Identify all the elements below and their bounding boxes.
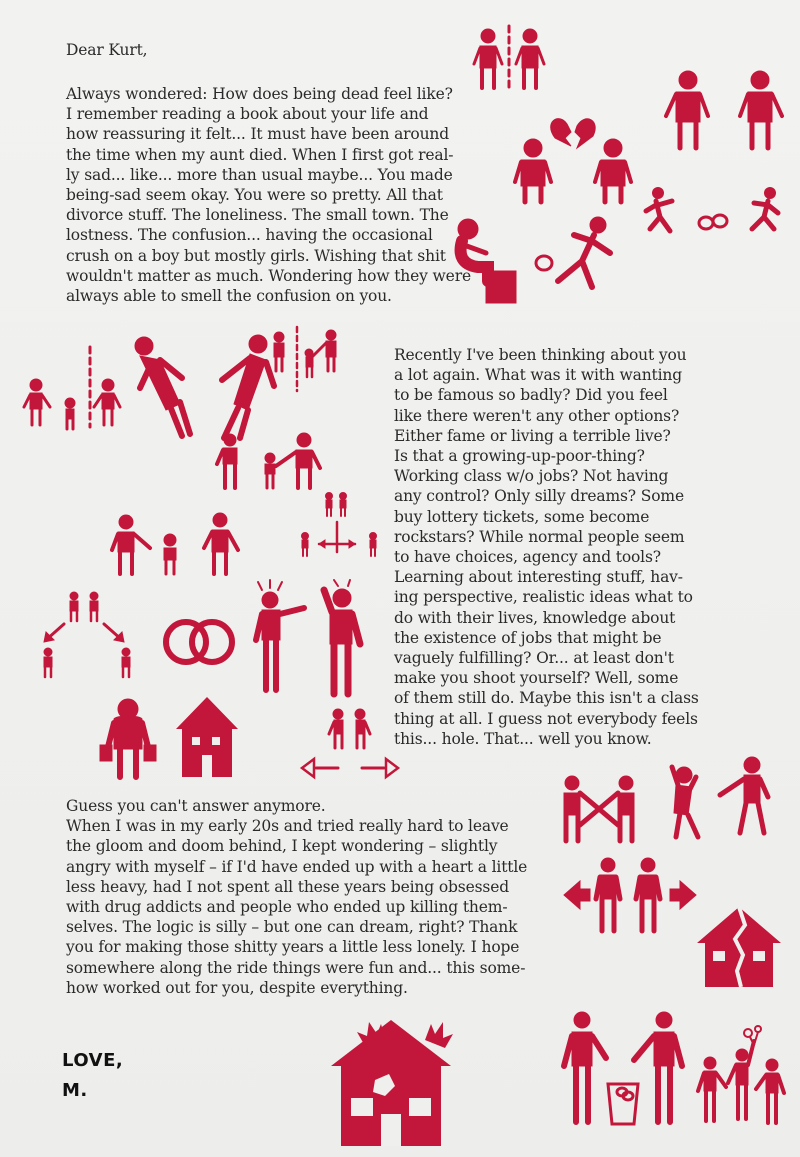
figures-arrows-icon [295, 492, 385, 562]
children-divided-arrows-icon [30, 590, 140, 680]
separated-family-pair-icon [470, 24, 550, 94]
sad-figure-with-bags-icon [98, 695, 158, 780]
small-house-icon [172, 695, 242, 780]
standing-couple-icon [660, 70, 790, 150]
running-figures-rings-icon [640, 185, 790, 245]
family-walking-icon [265, 325, 355, 395]
child-pulled-between-parents-icon [210, 432, 330, 492]
paragraph-2: Recently I've been thinking about you a lot again. What was it with wanting to be famous so badly? Did you feel like there weren't any other options? Either fame or living a terrible live? Is that a growing-up-poor-thing? Working class w/o jobs? Not having any control? Only silly dreams? Some buy lottery tickets, some become rockstars? While normal people seem to have choices, agency and tools? Learning about interesting stuff, hav- ing perspective, realistic ideas what to do with their lives, knowledge about the existence of jobs that might be vaguely fulfilling? Or... at least don't make you shoot yourself? Well, some of them still do. Maybe this isn't a class thing at all. I guess not everybody feels this... hole. That... well you know. [394, 346, 699, 748]
broken-heart-couple-icon [515, 108, 640, 203]
paragraph-3: Guess you can't answer anymore. When I was in my early 20s and tried really hard to leave the gloom and doom behind, I kept wondering – slightly angry with myself – if I'd have ended up with a heart a little less heavy, had I not spent all these years being obsessed with drug addicts and people who ended up killing them- selves. The logic is silly – but one can dream, right? Thank you for making those shitty years a little less lonely. I hope somewhere along the ride things were fun and... this some- how worked out for you, despite everything. [66, 797, 528, 997]
burning-house-icon [325, 1010, 465, 1150]
family-with-flowers-icon [692, 1025, 792, 1135]
figures-arrows-icon [300, 708, 400, 783]
wedding-rings-icon [160, 612, 240, 672]
cracked-house-icon [695, 905, 785, 990]
salutation: Dear Kurt, [66, 41, 148, 59]
arguing-couple-icon [250, 580, 370, 700]
couple-with-trash-icon [560, 1010, 690, 1130]
fighting-couple-icon [660, 755, 780, 840]
figures-pushed-apart-icon [560, 855, 700, 935]
signature: M. [62, 1080, 88, 1101]
split-family-icon [22, 345, 132, 430]
sitting-sad-figure-icon [448, 215, 618, 305]
paragraph-1: Always wondered: How does being dead feel like? I remember reading a book about your life and how reassuring it felt... It must have been around the time when my aunt died. When I first got real- ly sad... like... more than usual maybe... You made being-sad seem okay. You were so pretty. All that divorce stuff. The loneliness. The small town. The lostness. The confusion... having the occasional crush on a boy but mostly girls. Wishing that shit wouldn't matter as much. Wondering how they were always able to smell the confusion on you. [66, 85, 471, 306]
sign-off: LOVE, [62, 1050, 124, 1071]
family-walking-icon [108, 512, 248, 577]
crossed-couple-icon [550, 775, 650, 845]
